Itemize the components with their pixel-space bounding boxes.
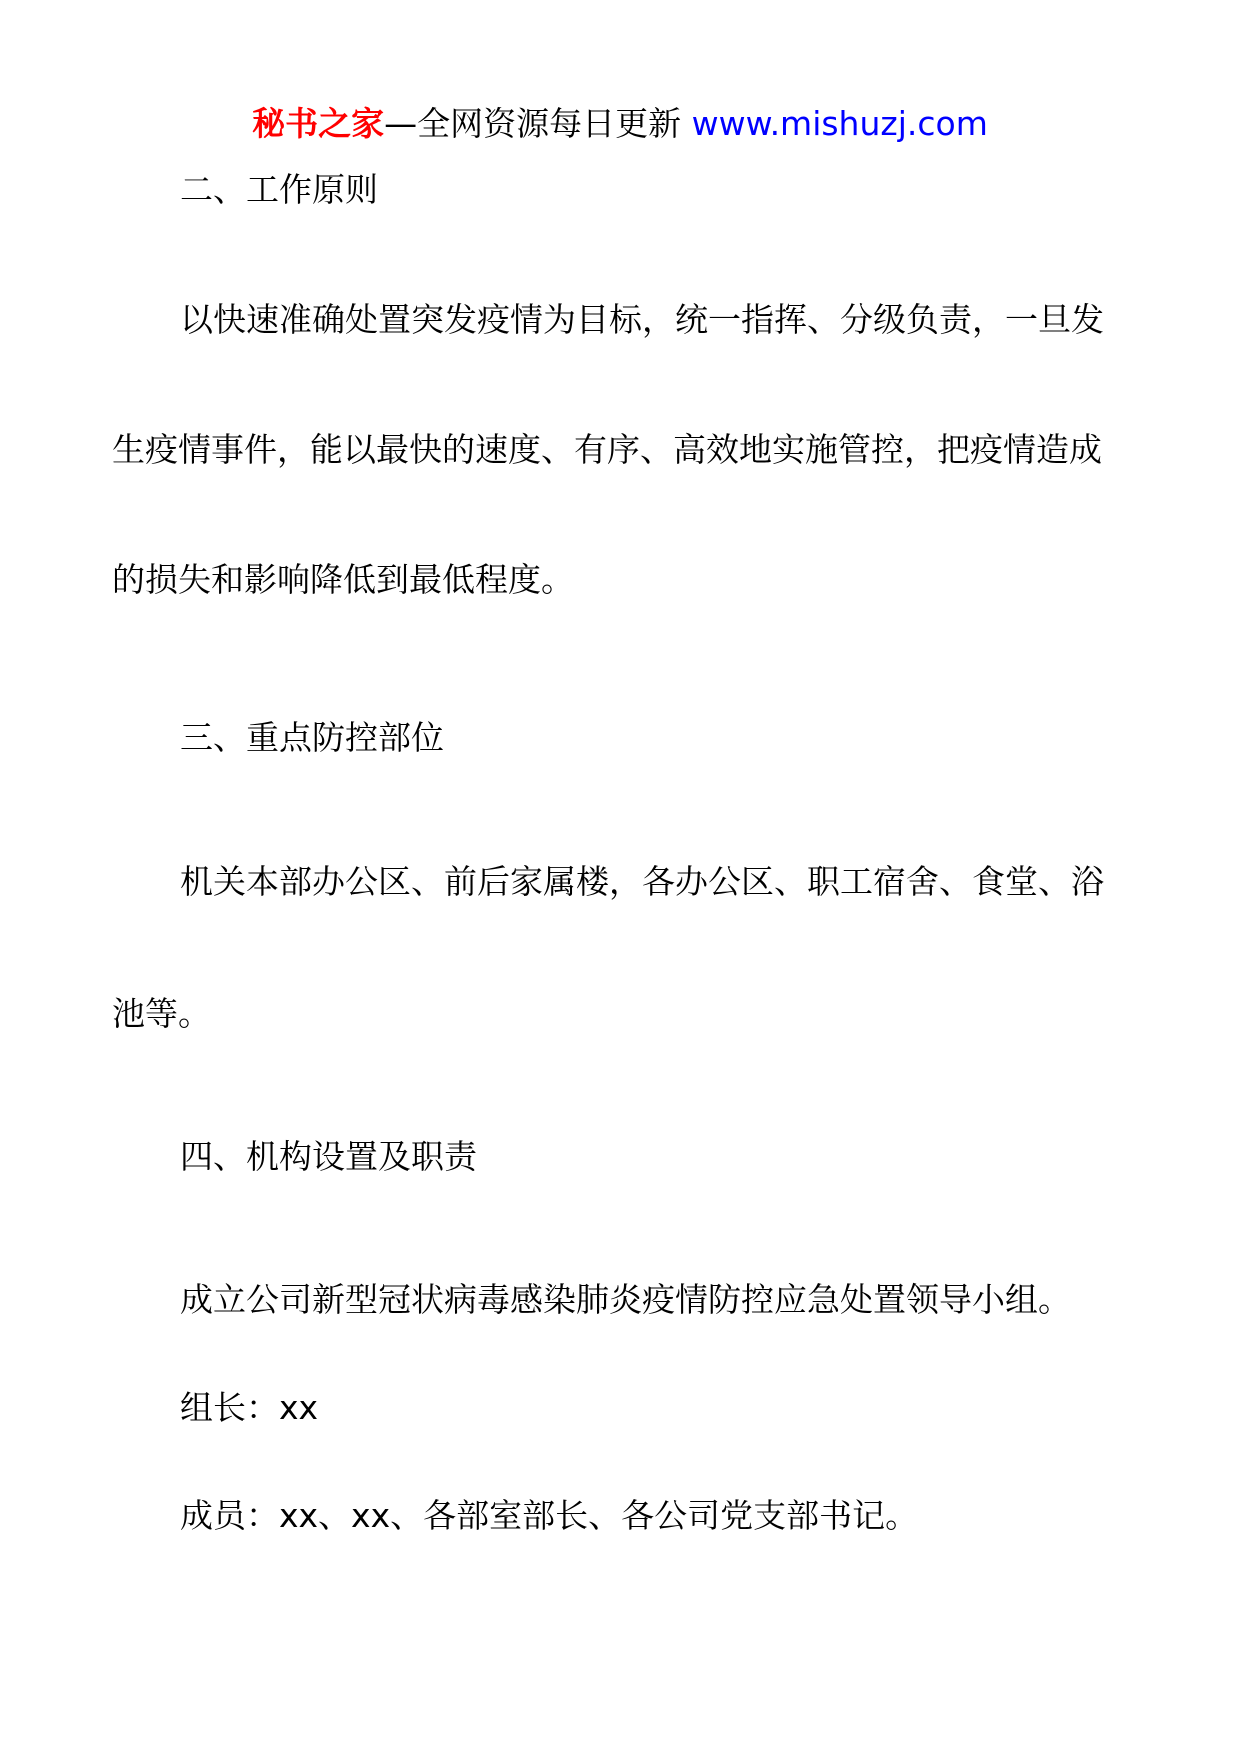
- section4-title: 四、机构设置及职责: [180, 1137, 477, 1176]
- header-brand: 秘书之家: [252, 104, 385, 143]
- section3-title: 三、重点防控部位: [180, 718, 444, 757]
- section2-title: 二、工作原则: [180, 170, 378, 209]
- header-tagline: —全网资源每日更新: [384, 104, 692, 143]
- section4-intro: 成立公司新型冠状病毒感染肺炎疫情防控应急处置领导小组。: [180, 1280, 1071, 1319]
- section2-para-line-1: 以快速准确处置突发疫情为目标，统一指挥、分级负责，一旦发: [180, 300, 1104, 339]
- page-header: [0, 100, 1240, 148]
- section3-para-line-2: 池等。: [112, 994, 211, 1033]
- leader-line: 组长：xx: [180, 1388, 319, 1427]
- section3-para-line-1: 机关本部办公区、前后家属楼，各办公区、职工宿舍、食堂、浴: [180, 862, 1104, 901]
- header-url[interactable]: www.mishuzj.com: [691, 104, 988, 143]
- section2-para-line-2: 生疫情事件，能以最快的速度、有序、高效地实施管控，把疫情造成: [112, 430, 1102, 469]
- section2-para-line-3: 的损失和影响降低到最低程度。: [112, 560, 574, 599]
- members-line: 成员：xx、xx、各部室部长、各公司党支部书记。: [180, 1496, 919, 1535]
